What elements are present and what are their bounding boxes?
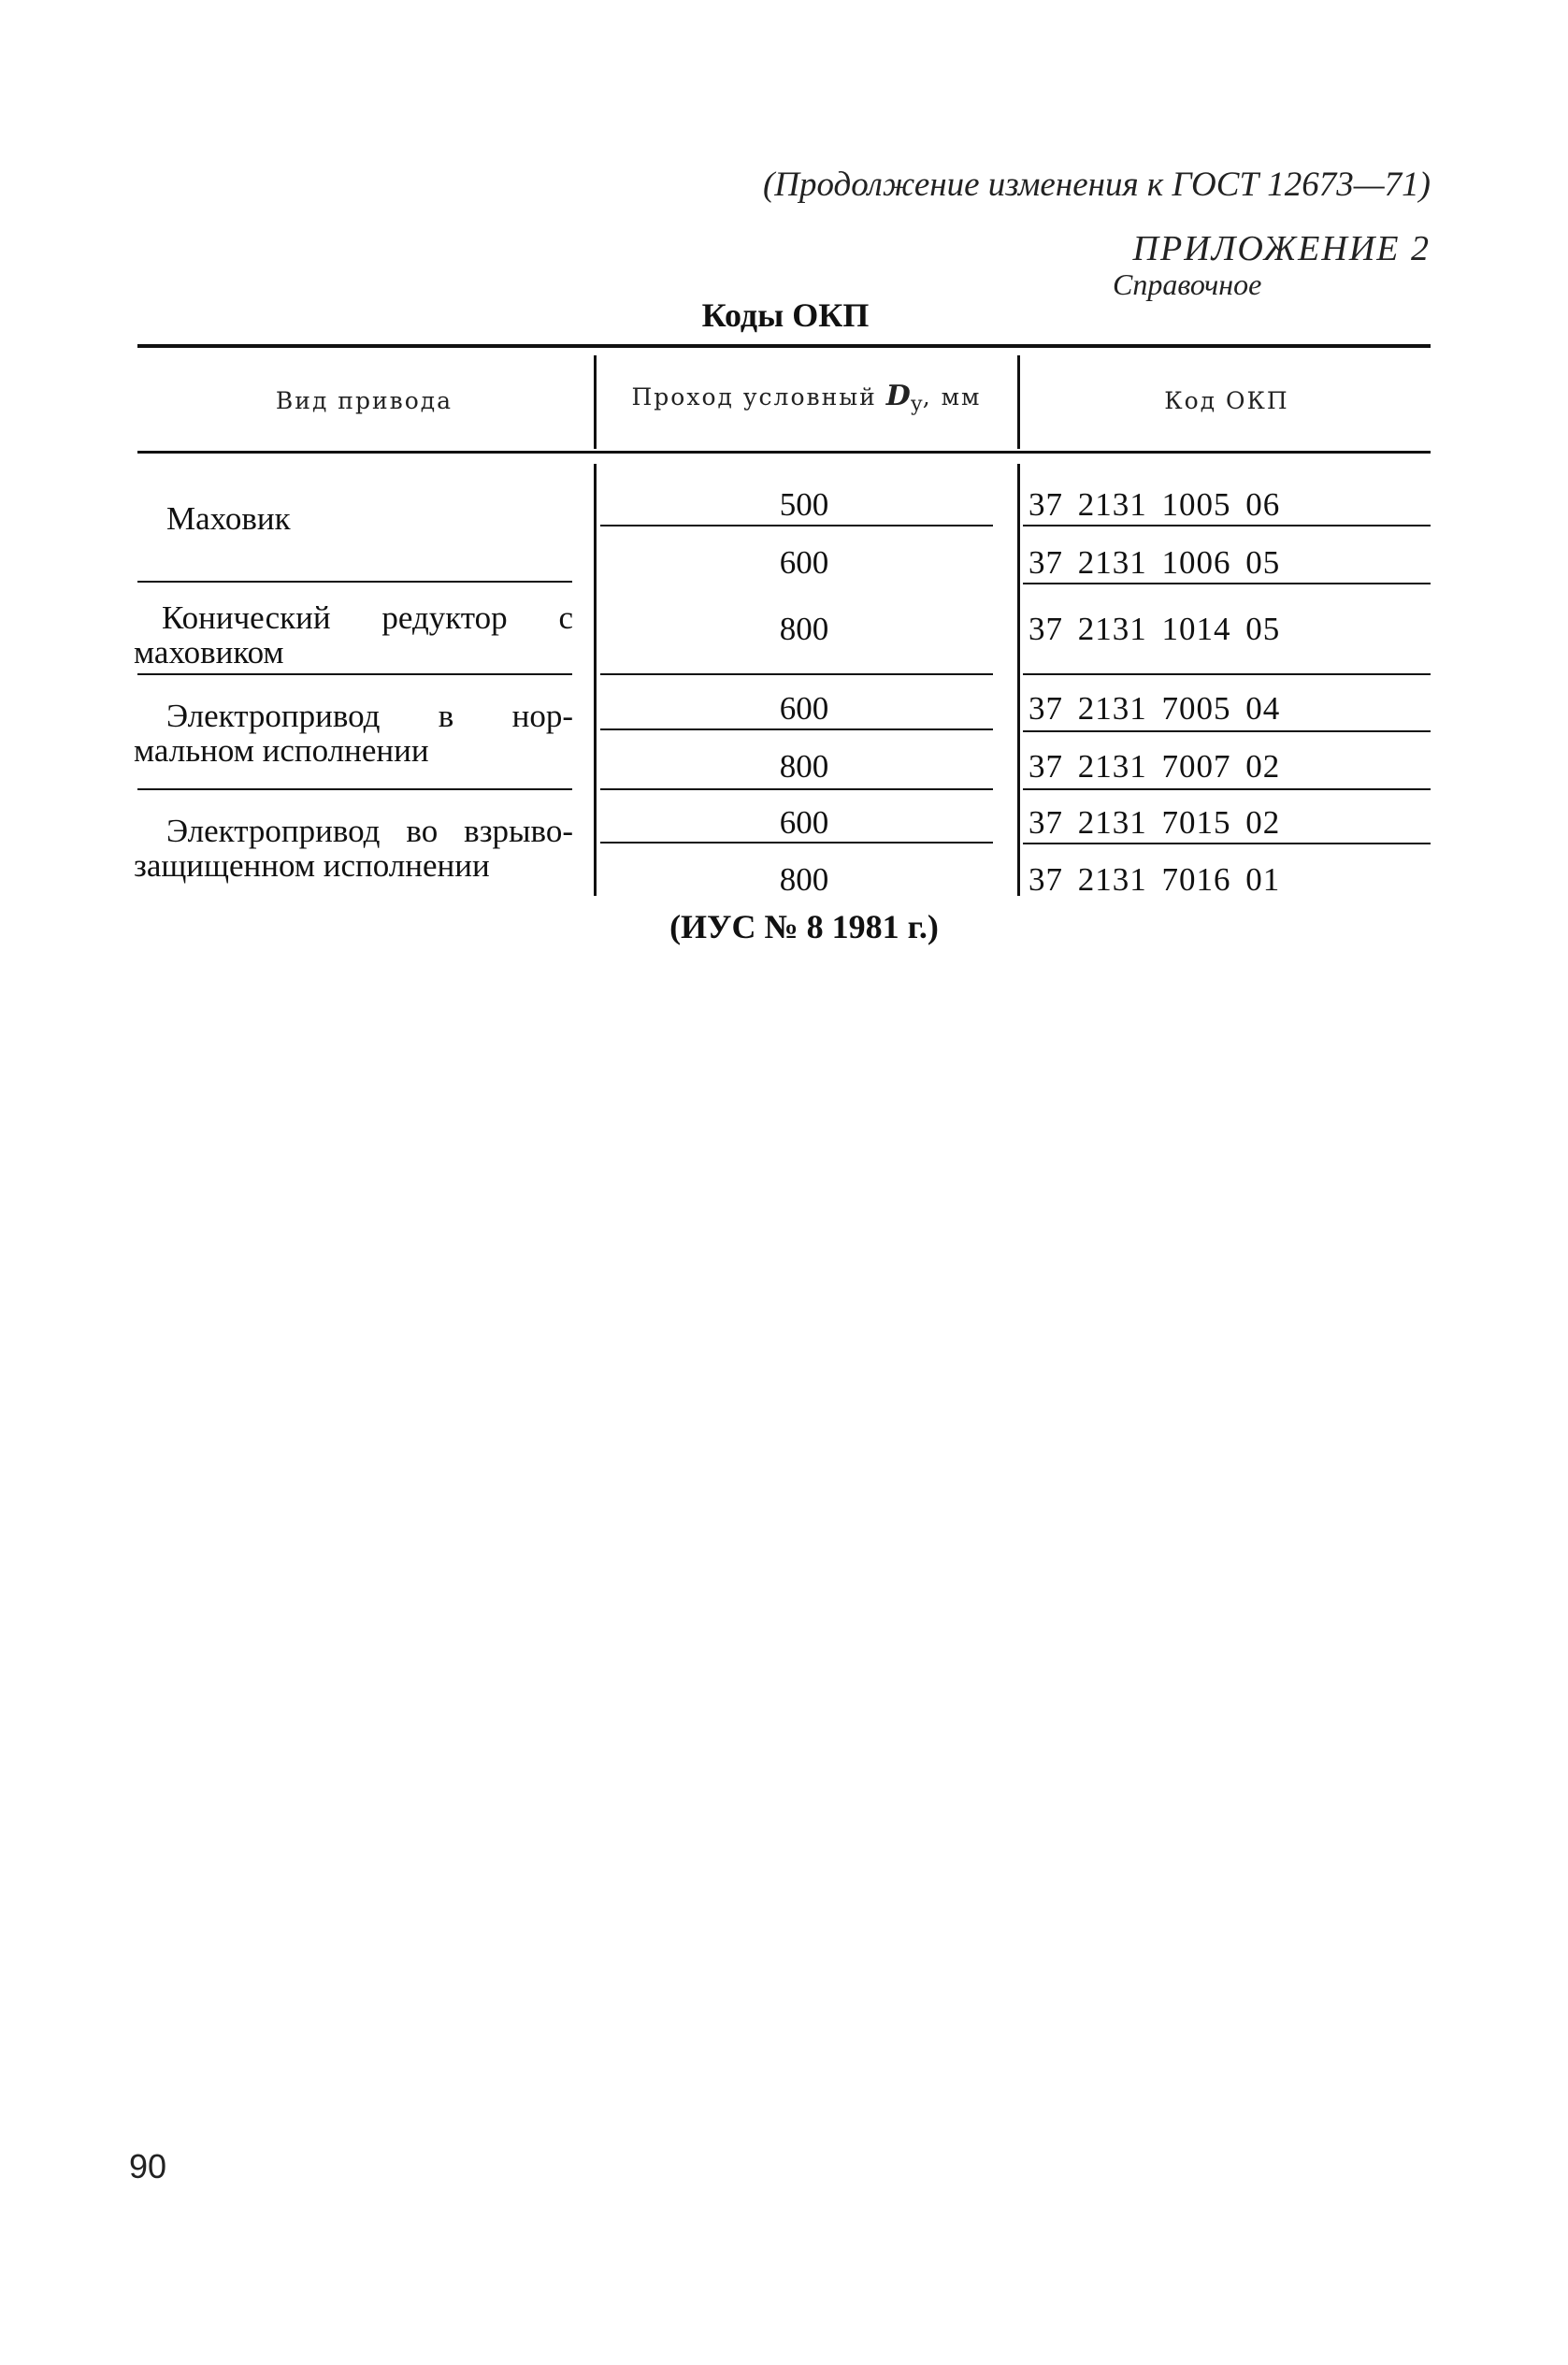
table-top-rule <box>137 344 1431 348</box>
bore-value: 600 <box>779 544 829 581</box>
drive-flywheel: Маховик <box>166 500 291 537</box>
bore-value: 500 <box>779 486 829 523</box>
header-nominal-bore <box>598 380 1014 416</box>
column-divider-1 <box>594 355 597 449</box>
drive-bevel-gear-text: Конический редуктор с <box>162 599 573 636</box>
row-divider-code <box>1023 525 1431 526</box>
header-okp-code: Код ОКП <box>1164 387 1289 414</box>
row-divider-bore <box>600 525 993 526</box>
okp-code: 37 2131 1005 06 <box>1029 486 1281 523</box>
drive-bevel-gear-line1 <box>162 600 573 635</box>
drive-electric-normal-text: Электропривод в нор- <box>166 698 573 734</box>
header-drive-type: Вид привода <box>275 387 453 414</box>
row-divider-code <box>1023 788 1431 790</box>
table-header-rule <box>137 451 1431 454</box>
page-number: 90 <box>129 2147 167 2185</box>
group-divider <box>137 673 572 675</box>
reference-label: Справочное <box>1113 267 1262 301</box>
column-divider-2-body <box>1017 464 1020 896</box>
header-nominal-bore-symbol: D <box>885 380 911 412</box>
header-nominal-bore-prefix: Проход условный <box>631 383 886 411</box>
header-nominal-bore-subscript: у <box>910 393 923 416</box>
column-divider-1-body <box>594 464 597 896</box>
bore-value: 800 <box>779 748 829 785</box>
column-divider-2 <box>1017 355 1020 449</box>
okp-code: 37 2131 7016 01 <box>1029 861 1281 898</box>
drive-electric-normal-line1 <box>166 699 573 733</box>
row-divider-code <box>1023 843 1431 844</box>
okp-code: 37 2131 7015 02 <box>1029 804 1281 841</box>
group-divider <box>137 581 572 583</box>
okp-code: 37 2131 1014 05 <box>1029 611 1281 647</box>
bore-value: 600 <box>779 804 829 841</box>
okp-code: 37 2131 7007 02 <box>1029 748 1281 785</box>
bore-value: 600 <box>779 690 829 727</box>
row-divider-bore <box>600 728 993 730</box>
bore-value: 800 <box>779 861 829 898</box>
row-divider-bore <box>600 842 993 844</box>
drive-bevel-gear-line2: маховиком <box>134 634 284 671</box>
drive-electric-explosionproof-line2: защищенном исполнении <box>134 847 490 884</box>
drive-electric-explosionproof-text: Электропривод во взрыво- <box>166 813 573 849</box>
bore-value: 800 <box>779 611 829 647</box>
drive-electric-normal-line2: мальном исполнении <box>134 732 429 769</box>
drive-electric-explosionproof-line1 <box>166 814 573 848</box>
group-divider-code <box>1023 673 1431 675</box>
table-title: Коды ОКП <box>701 296 870 334</box>
row-divider-code <box>1023 730 1431 732</box>
group-divider <box>137 788 572 790</box>
header-nominal-bore-suffix: , мм <box>922 383 982 411</box>
appendix-label: ПРИЛОЖЕНИЕ 2 <box>1132 229 1431 268</box>
group-divider-bore <box>600 673 993 675</box>
row-divider-bore <box>600 788 993 790</box>
okp-code: 37 2131 1006 05 <box>1029 544 1281 581</box>
change-reference: (ИУС № 8 1981 г.) <box>669 908 939 945</box>
okp-code: 37 2131 7005 04 <box>1029 690 1281 727</box>
row-divider-code <box>1023 583 1431 584</box>
continuation-note: (Продолжение изменения к ГОСТ 12673—71) <box>762 166 1431 204</box>
